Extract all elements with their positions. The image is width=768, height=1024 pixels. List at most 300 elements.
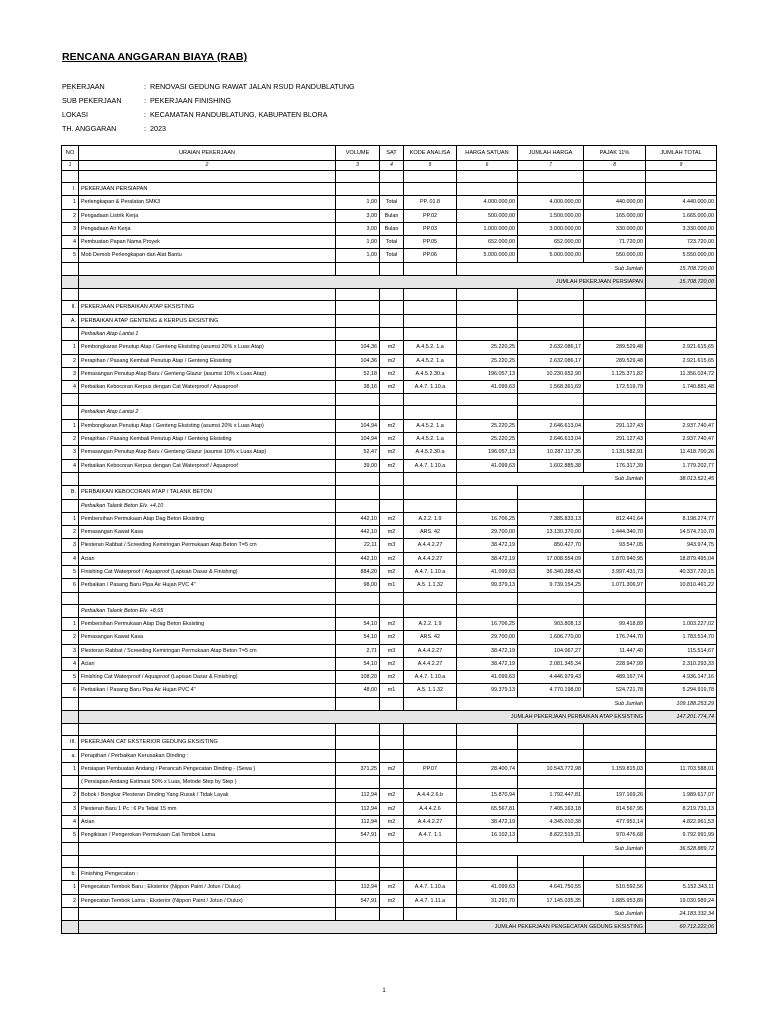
item-number: 3 xyxy=(62,446,79,459)
item-analysis-code: A.4.5.2. 1.a xyxy=(404,354,457,367)
item-total xyxy=(646,867,717,880)
item-number: 3 xyxy=(62,802,79,815)
rab-table xyxy=(61,145,717,934)
blank-cell xyxy=(404,262,457,275)
item-tax: 11.447,40 xyxy=(584,644,646,657)
meta-colon: : xyxy=(144,96,146,105)
item-analysis-code xyxy=(404,736,457,749)
item-number: 2 xyxy=(62,209,79,222)
project-meta xyxy=(62,80,355,136)
item-total: 8.219.731,13 xyxy=(646,802,717,815)
table-row xyxy=(62,433,717,446)
section-total-value: 15.708.720,00 xyxy=(646,276,717,289)
table-row xyxy=(62,499,717,512)
item-number: 1 xyxy=(62,762,79,775)
item-number: b. xyxy=(62,867,79,880)
item-tax: 291.127,43 xyxy=(584,419,646,432)
meta-key: SUB PEKERJAAN xyxy=(62,96,122,105)
item-unit: m2 xyxy=(380,367,404,380)
item-price: 2.632.086,17 xyxy=(518,341,584,354)
item-description xyxy=(79,394,336,406)
item-number: II. xyxy=(62,301,79,314)
section-total-label: JUMLAH PEKERJAAN PENGECATAN GEDUNG EKSISTING xyxy=(79,921,646,934)
item-unit: m2 xyxy=(380,566,404,579)
document-title: RENCANA ANGGARAN BIAYA (RAB) xyxy=(62,51,248,63)
item-unit-price xyxy=(457,867,518,880)
item-tax: 289.529,48 xyxy=(584,341,646,354)
blank-cell xyxy=(336,907,380,920)
item-price xyxy=(518,171,584,183)
item-unit-price: 41.099,63 xyxy=(457,671,518,684)
item-unit: m1 xyxy=(380,684,404,697)
meta-row xyxy=(62,122,355,136)
item-unit: m2 xyxy=(380,341,404,354)
item-description: Perbaikan Kebocoran Kerpus dengan Cat Waterproof / Aquaproof xyxy=(79,381,336,394)
item-analysis-code xyxy=(404,327,457,340)
item-unit-price: 196.057,13 xyxy=(457,367,518,380)
item-analysis-code: A.4.7. 1.1 xyxy=(404,829,457,842)
item-volume xyxy=(336,724,380,736)
item-unit-price: 38.472,19 xyxy=(457,657,518,670)
item-price: 36.340.288,43 xyxy=(518,566,584,579)
item-volume: 54,10 xyxy=(336,617,380,630)
item-unit: m2 xyxy=(380,762,404,775)
item-total: 4.936.147,16 xyxy=(646,671,717,684)
item-total xyxy=(646,406,717,419)
item-volume: 1,00 xyxy=(336,236,380,249)
item-total: 11.418.700,26 xyxy=(646,446,717,459)
table-row xyxy=(62,762,717,775)
item-price xyxy=(518,499,584,512)
item-price: 8.822.515,31 xyxy=(518,829,584,842)
item-unit-price: 16.102,13 xyxy=(457,829,518,842)
item-unit xyxy=(380,314,404,327)
item-total xyxy=(646,171,717,183)
item-unit: m2 xyxy=(380,894,404,907)
item-analysis-code: A.4.4.2.27 xyxy=(404,539,457,552)
item-total xyxy=(646,736,717,749)
item-tax xyxy=(584,301,646,314)
item-description: Perapihan / Pasang Kembali Penutup Atap / Genteng Eksisting xyxy=(79,354,336,367)
item-unit: Bulan xyxy=(380,222,404,235)
item-price: 5.000.000,00 xyxy=(518,249,584,262)
item-tax: 165.000,00 xyxy=(584,209,646,222)
column-number: 8 xyxy=(584,161,646,171)
item-analysis-code xyxy=(404,301,457,314)
item-analysis-code xyxy=(404,749,457,762)
item-price: 7.385.833,13 xyxy=(518,512,584,525)
table-row xyxy=(62,842,717,855)
meta-colon: : xyxy=(144,124,146,133)
item-total: 1.665.000,00 xyxy=(646,209,717,222)
item-analysis-code xyxy=(404,486,457,499)
item-tax: 1.885.953,89 xyxy=(584,894,646,907)
item-price: 903.808,13 xyxy=(518,617,584,630)
item-analysis-code xyxy=(404,314,457,327)
item-unit xyxy=(380,289,404,301)
item-unit-price: 16.706,25 xyxy=(457,617,518,630)
item-description: Pengecatan Tembok Baru ; Eksterior (Nippon Paint / Jotun / Dulux) xyxy=(79,881,336,894)
subtotal-label: Sub Jumlah xyxy=(457,842,646,855)
item-total: 4.822.961,53 xyxy=(646,816,717,829)
item-unit-price: 41.099,63 xyxy=(457,459,518,472)
item-description xyxy=(79,855,336,867)
item-unit: m2 xyxy=(380,816,404,829)
table-row xyxy=(62,276,717,289)
item-total: 723.720,00 xyxy=(646,236,717,249)
item-tax xyxy=(584,592,646,604)
item-number: 1 xyxy=(62,196,79,209)
item-total: 8.198.274,77 xyxy=(646,512,717,525)
meta-key: LOKASI xyxy=(62,110,88,119)
item-price xyxy=(518,724,584,736)
item-price xyxy=(518,301,584,314)
item-tax: 1.131.582,91 xyxy=(584,446,646,459)
item-analysis-code: A.4.5.2.30.a xyxy=(404,367,457,380)
item-unit-price xyxy=(457,301,518,314)
item-unit-price xyxy=(457,183,518,196)
table-row xyxy=(62,867,717,880)
item-volume xyxy=(336,499,380,512)
column-number: 1 xyxy=(62,161,79,171)
item-unit: Bulan xyxy=(380,209,404,222)
item-analysis-code xyxy=(404,183,457,196)
item-total: 14.574.710,70 xyxy=(646,526,717,539)
item-tax: 440.000,00 xyxy=(584,196,646,209)
item-analysis-code xyxy=(404,604,457,617)
item-volume: 98,00 xyxy=(336,579,380,592)
item-price: 1.606.770,00 xyxy=(518,631,584,644)
item-price: 17.145.035,35 xyxy=(518,894,584,907)
item-analysis-code xyxy=(404,867,457,880)
item-tax: 1.159.815,03 xyxy=(584,762,646,775)
item-total: 40.337.720,15 xyxy=(646,566,717,579)
blank-cell xyxy=(336,262,380,275)
item-analysis-code: A.4.7. 1.10.a xyxy=(404,671,457,684)
item-unit-price: 41.099,63 xyxy=(457,566,518,579)
item-unit-price: 28.400,74 xyxy=(457,762,518,775)
table-row xyxy=(62,472,717,485)
table-row xyxy=(62,327,717,340)
blank-cell xyxy=(404,472,457,485)
item-price: 850.427,70 xyxy=(518,539,584,552)
table-row xyxy=(62,406,717,419)
blank-cell xyxy=(336,842,380,855)
item-tax xyxy=(584,406,646,419)
item-number: III. xyxy=(62,736,79,749)
item-unit: m2 xyxy=(380,829,404,842)
item-unit xyxy=(380,394,404,406)
item-number: 2 xyxy=(62,631,79,644)
item-description: PEKERJAAN CAT EKSTERIOR GEDUNG EKSISTING xyxy=(79,736,336,749)
item-volume xyxy=(336,314,380,327)
item-price: 1.568.361,69 xyxy=(518,381,584,394)
subtotal-label: Sub Jumlah xyxy=(457,697,646,710)
meta-value: KECAMATAN RANDUBLATUNG, KABUPATEN BLORA xyxy=(150,110,328,119)
item-volume: 112,94 xyxy=(336,816,380,829)
item-unit: m3 xyxy=(380,644,404,657)
item-volume: 104,94 xyxy=(336,419,380,432)
item-description: Perbaikan / Pasang Baru Pipa Air Hujan PVC 4" xyxy=(79,684,336,697)
item-number: 4 xyxy=(62,236,79,249)
item-unit-price xyxy=(457,736,518,749)
item-unit-price xyxy=(457,604,518,617)
item-volume: 108,20 xyxy=(336,671,380,684)
column-number: 2 xyxy=(79,161,336,171)
item-volume: 52,18 xyxy=(336,367,380,380)
item-price: 2.632.086,17 xyxy=(518,354,584,367)
blank-cell xyxy=(380,697,404,710)
column-header: JUMLAH HARGA xyxy=(518,146,584,161)
item-number: 4 xyxy=(62,381,79,394)
item-unit: m2 xyxy=(380,381,404,394)
blank-cell xyxy=(62,907,79,920)
item-description: Perbaikan Kebocoran Kerpus dengan Cat Waterproof / Aquaproof xyxy=(79,459,336,472)
item-unit xyxy=(380,736,404,749)
item-description: Pemasangan Penutup Atap Baru / Genteng Glazur (asumsi 10% x Luas Atap) xyxy=(79,367,336,380)
table-row xyxy=(62,314,717,327)
item-tax: 197.169,26 xyxy=(584,789,646,802)
item-volume: 112,94 xyxy=(336,789,380,802)
item-unit: Total xyxy=(380,236,404,249)
item-number xyxy=(62,394,79,406)
item-number: 1 xyxy=(62,512,79,525)
item-price: 10.287.117,35 xyxy=(518,446,584,459)
item-description: PERBAIKAN ATAP GENTENG & KERPUS EKSISTING xyxy=(79,314,336,327)
item-analysis-code: PP.07 xyxy=(404,762,457,775)
item-unit-price: 196.057,13 xyxy=(457,446,518,459)
table-row xyxy=(62,710,717,723)
item-unit xyxy=(380,724,404,736)
page-number: 1 xyxy=(382,988,386,994)
item-analysis-code: ARS. 42 xyxy=(404,526,457,539)
item-tax: 489.167,74 xyxy=(584,671,646,684)
blank-cell xyxy=(62,697,79,710)
item-analysis-code: A.4.5.2. 1.a xyxy=(404,341,457,354)
subtotal-label: Sub Jumlah xyxy=(457,262,646,275)
column-number: 5 xyxy=(404,161,457,171)
item-tax: 176.744,70 xyxy=(584,631,646,644)
item-analysis-code xyxy=(404,406,457,419)
table-row xyxy=(62,236,717,249)
table-row xyxy=(62,289,717,301)
item-total xyxy=(646,749,717,762)
item-price xyxy=(518,855,584,867)
table-row xyxy=(62,644,717,657)
item-number: 2 xyxy=(62,789,79,802)
blank-cell xyxy=(79,472,336,485)
item-description: Perbaikan Talank Beton Elv. +4,10 xyxy=(79,499,336,512)
item-volume: 104,36 xyxy=(336,341,380,354)
table-row xyxy=(62,301,717,314)
blank-cell xyxy=(336,472,380,485)
column-header: HARGA SATUAN xyxy=(457,146,518,161)
table-row xyxy=(62,816,717,829)
item-unit: m1 xyxy=(380,579,404,592)
item-analysis-code: A.4.4.2.6 xyxy=(404,802,457,815)
blank-cell xyxy=(79,262,336,275)
item-total: 943.974,75 xyxy=(646,539,717,552)
item-unit-price: 99.379,13 xyxy=(457,579,518,592)
item-total: 19.030.989,24 xyxy=(646,894,717,907)
item-tax: 330.000,00 xyxy=(584,222,646,235)
item-description: Pengikisan / Pengerokan Permukaan Cat Tembok Lama xyxy=(79,829,336,842)
item-total: 5.152.343,11 xyxy=(646,881,717,894)
item-tax xyxy=(584,314,646,327)
item-description: Perapihan / Perbaikan Kerusakan Dinding : xyxy=(79,749,336,762)
item-unit-price xyxy=(457,486,518,499)
table-row xyxy=(62,419,717,432)
item-total: 4.440.000,00 xyxy=(646,196,717,209)
meta-key: PEKERJAAN xyxy=(62,82,105,91)
item-price: 10.230.652,90 xyxy=(518,367,584,380)
item-price xyxy=(518,867,584,880)
blank-cell xyxy=(380,472,404,485)
item-total: 2.310.293,33 xyxy=(646,657,717,670)
item-number: 3 xyxy=(62,644,79,657)
item-tax: 1.125.371,82 xyxy=(584,367,646,380)
item-total: 2.921.615,65 xyxy=(646,354,717,367)
column-header: VOLUME xyxy=(336,146,380,161)
item-description: Plesteran Rabbat / Screeding Kemiringan Permukaan Atap Beton T=5 cm xyxy=(79,539,336,552)
item-tax: 510.592,56 xyxy=(584,881,646,894)
item-total: 2.921.615,65 xyxy=(646,341,717,354)
item-total: 1.989.617,07 xyxy=(646,789,717,802)
section-total-label: JUMLAH PEKERJAAN PERSIAPAN xyxy=(79,276,646,289)
column-header: PAJAK 11% xyxy=(584,146,646,161)
item-unit xyxy=(380,592,404,604)
item-tax: 524.721,78 xyxy=(584,684,646,697)
item-unit: m2 xyxy=(380,657,404,670)
item-analysis-code: A.4.5.2.30.a xyxy=(404,446,457,459)
item-description xyxy=(79,724,336,736)
item-volume xyxy=(336,867,380,880)
item-analysis-code: ARS. 42 xyxy=(404,631,457,644)
item-number xyxy=(62,604,79,617)
item-analysis-code xyxy=(404,592,457,604)
item-description: PEKERJAAN PERBAIKAN ATAP EKSISTING xyxy=(79,301,336,314)
item-unit-price xyxy=(457,406,518,419)
item-volume: 442,10 xyxy=(336,552,380,565)
table-row xyxy=(62,736,717,749)
item-price: 4.641.750,55 xyxy=(518,881,584,894)
item-analysis-code xyxy=(404,499,457,512)
table-row xyxy=(62,196,717,209)
item-volume: 1,00 xyxy=(336,249,380,262)
item-total: 11.703.588,01 xyxy=(646,762,717,775)
item-description: Perbaikan Atap Lantai 1 xyxy=(79,327,336,340)
column-header: JUMLAH TOTAL xyxy=(646,146,717,161)
item-description: Finishing Cat Waterproof / Aquaproof (Lapisan Dasar & Finishing) xyxy=(79,671,336,684)
item-analysis-code: A.4.7. 1.11.a xyxy=(404,894,457,907)
table-row xyxy=(62,697,717,710)
item-total xyxy=(646,776,717,789)
item-price: 4.770.198,00 xyxy=(518,684,584,697)
item-tax: 812.441,64 xyxy=(584,512,646,525)
item-price xyxy=(518,592,584,604)
item-tax: 289.529,48 xyxy=(584,354,646,367)
item-volume xyxy=(336,855,380,867)
item-unit xyxy=(380,499,404,512)
item-tax xyxy=(584,749,646,762)
item-tax: 550.000,00 xyxy=(584,249,646,262)
item-unit-price: 29.700,00 xyxy=(457,526,518,539)
item-description: Pembongkaran Penutup Atap / Genteng Eksisting (asumsi 20% x Luas Atap) xyxy=(79,419,336,432)
table-row xyxy=(62,249,717,262)
table-row xyxy=(62,592,717,604)
meta-colon: : xyxy=(144,82,146,91)
item-number: 3 xyxy=(62,367,79,380)
item-tax: 3.997.431,73 xyxy=(584,566,646,579)
blank-cell xyxy=(62,472,79,485)
table-row xyxy=(62,907,717,920)
item-unit xyxy=(380,749,404,762)
item-price xyxy=(518,776,584,789)
item-number xyxy=(62,592,79,604)
item-tax: 814.567,95 xyxy=(584,802,646,815)
section-total-value: 60.712.222,06 xyxy=(646,921,717,934)
blank-cell xyxy=(62,276,79,289)
item-volume: 104,36 xyxy=(336,354,380,367)
item-price: 2.646.613,04 xyxy=(518,433,584,446)
item-unit xyxy=(380,604,404,617)
item-tax: 99.418,89 xyxy=(584,617,646,630)
item-analysis-code: A.4.4.2.27 xyxy=(404,552,457,565)
item-unit xyxy=(380,301,404,314)
table-row xyxy=(62,446,717,459)
item-total xyxy=(646,394,717,406)
column-number-row xyxy=(62,161,717,171)
item-analysis-code: A.4.7. 1.10.a xyxy=(404,566,457,579)
item-description: Perbaikan Talank Beton Elv. +8,65 xyxy=(79,604,336,617)
item-total xyxy=(646,592,717,604)
item-tax xyxy=(584,327,646,340)
table-row xyxy=(62,894,717,907)
item-unit xyxy=(380,776,404,789)
item-total: 11.356.024,72 xyxy=(646,367,717,380)
item-number: 4 xyxy=(62,459,79,472)
table-row xyxy=(62,604,717,617)
item-volume: 54,10 xyxy=(336,657,380,670)
blank-cell xyxy=(380,842,404,855)
item-volume xyxy=(336,406,380,419)
item-description: Pembersihan Permukaan Atap Dag Beton Eksisting xyxy=(79,617,336,630)
table-row xyxy=(62,671,717,684)
item-description: ( Persiapan Andang Estimasi 50% x Luas, Metode Step by Step ) xyxy=(79,776,336,789)
item-unit: m2 xyxy=(380,802,404,815)
item-unit: m2 xyxy=(380,512,404,525)
item-unit xyxy=(380,486,404,499)
item-total: 5.550.000,00 xyxy=(646,249,717,262)
item-unit: m2 xyxy=(380,881,404,894)
blank-cell xyxy=(404,907,457,920)
item-number: 3 xyxy=(62,222,79,235)
item-tax xyxy=(584,499,646,512)
item-number: 4 xyxy=(62,816,79,829)
item-price xyxy=(518,183,584,196)
item-price: 4.345.010,38 xyxy=(518,816,584,829)
item-number: 5 xyxy=(62,566,79,579)
item-price: 7.405.163,18 xyxy=(518,802,584,815)
item-tax xyxy=(584,171,646,183)
table-row xyxy=(62,209,717,222)
item-unit-price xyxy=(457,724,518,736)
column-header: SAT xyxy=(380,146,404,161)
subtotal-value: 36.528.889,72 xyxy=(646,842,717,855)
blank-cell xyxy=(62,921,79,934)
item-total xyxy=(646,855,717,867)
item-analysis-code: A.4.4.2.27 xyxy=(404,816,457,829)
